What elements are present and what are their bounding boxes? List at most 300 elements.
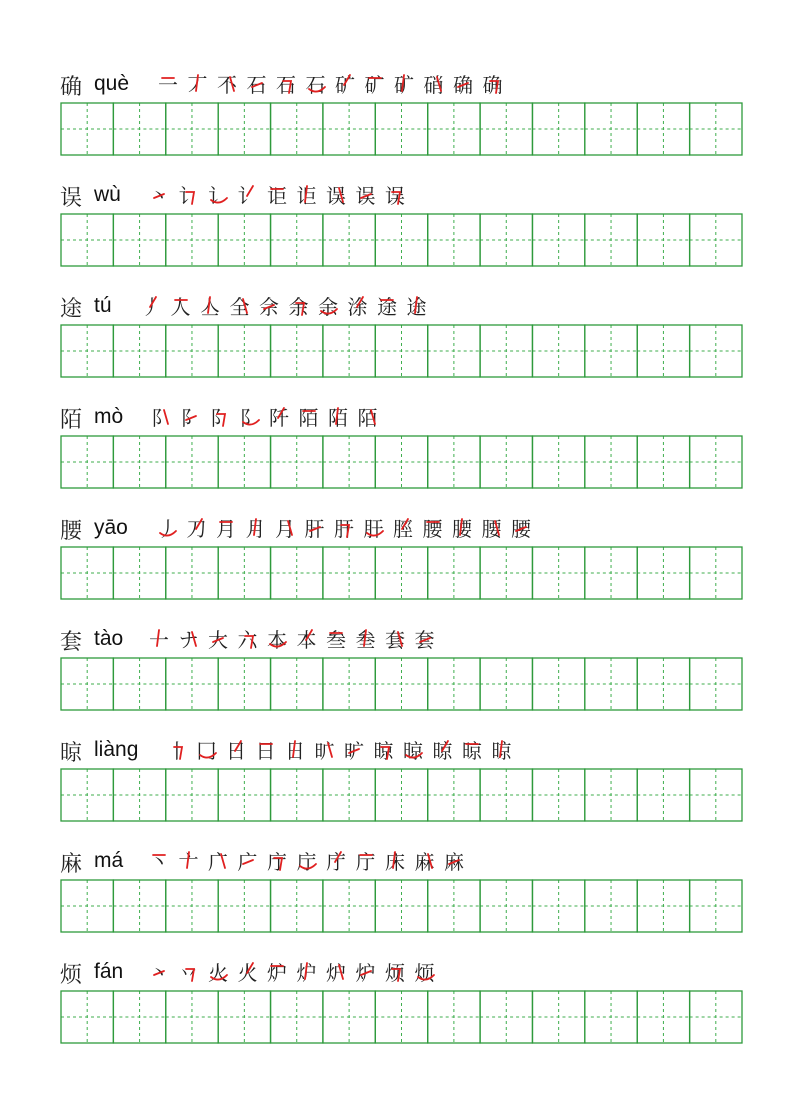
- grid-cell[interactable]: [113, 103, 165, 155]
- stroke-step: 丿: [138, 291, 164, 320]
- writing-grid: [60, 324, 743, 378]
- stroke-step: 阝: [237, 402, 263, 431]
- grid-cell[interactable]: [428, 769, 480, 821]
- new-stroke-highlight: [237, 402, 263, 432]
- hanzi-character: 烦: [60, 963, 83, 988]
- new-stroke-highlight: [325, 402, 351, 432]
- new-stroke-highlight: [382, 846, 408, 876]
- new-stroke-highlight: [176, 180, 202, 210]
- stroke-step: 庁: [353, 846, 379, 875]
- new-stroke-highlight: [382, 624, 408, 654]
- grid-cell[interactable]: [166, 880, 218, 932]
- stroke-step: 石: [303, 69, 329, 98]
- writing-grid: [60, 657, 743, 711]
- new-stroke-highlight: [168, 291, 194, 321]
- stroke-step: 不: [214, 69, 240, 98]
- grid-cell[interactable]: [375, 658, 427, 710]
- stroke-step: 讠: [205, 180, 231, 209]
- pinyin-label: què: [94, 72, 130, 95]
- practice-row: [60, 399, 741, 487]
- stroke-step: 阝: [148, 402, 174, 431]
- grid-cell[interactable]: [61, 436, 113, 488]
- grid-cell[interactable]: [61, 103, 113, 155]
- grid-cell[interactable]: [690, 103, 742, 155]
- stroke-step: 阝: [207, 402, 233, 431]
- pinyin-label: mò: [94, 405, 124, 428]
- new-stroke-highlight: [176, 957, 202, 987]
- hanzi-character: 陌: [60, 408, 83, 433]
- grid-cell[interactable]: [113, 325, 165, 377]
- stroke-step: 冂: [194, 735, 220, 764]
- practice-row: [60, 66, 741, 154]
- grid-cell[interactable]: [113, 214, 165, 266]
- grid-cell[interactable]: [428, 214, 480, 266]
- writing-grid: [60, 879, 743, 933]
- grid-cell[interactable]: [113, 880, 165, 932]
- stroke-step: 叁: [353, 624, 379, 653]
- grid-cell[interactable]: [637, 547, 689, 599]
- grid-cell[interactable]: [218, 769, 270, 821]
- stroke-step: 日: [253, 735, 279, 764]
- stroke-step: 亼: [197, 291, 223, 320]
- new-stroke-highlight: [353, 846, 379, 876]
- grid-cell[interactable]: [637, 880, 689, 932]
- grid-cell[interactable]: [532, 658, 584, 710]
- new-stroke-highlight: [194, 735, 220, 765]
- stroke-step: 丨: [164, 735, 190, 764]
- stroke-step: 肝: [361, 513, 387, 542]
- pinyin-label: fán: [94, 960, 124, 983]
- grid-cell[interactable]: [690, 991, 742, 1043]
- grid-cell[interactable]: [428, 547, 480, 599]
- stroke-step: 矿: [391, 69, 417, 98]
- new-stroke-highlight: [323, 846, 349, 876]
- practice-row: [60, 510, 741, 598]
- stroke-step: 阡: [266, 402, 292, 431]
- new-stroke-highlight: [264, 846, 290, 876]
- stroke-step: 误: [323, 180, 349, 209]
- grid-cell[interactable]: [61, 880, 113, 932]
- new-stroke-highlight: [315, 291, 341, 321]
- grid-cell[interactable]: [271, 325, 323, 377]
- stroke-step: 麻: [441, 846, 467, 875]
- new-stroke-highlight: [176, 846, 202, 876]
- new-stroke-highlight: [235, 180, 261, 210]
- grid-cell[interactable]: [637, 436, 689, 488]
- grid-cell[interactable]: [690, 325, 742, 377]
- grid-cell[interactable]: [480, 436, 532, 488]
- stroke-step: 晾: [400, 735, 426, 764]
- grid-cell[interactable]: [271, 547, 323, 599]
- stroke-step: 误: [353, 180, 379, 209]
- grid-cell[interactable]: [166, 547, 218, 599]
- stroke-step: 炉: [264, 957, 290, 986]
- practice-row: [60, 954, 741, 1042]
- new-stroke-highlight: [164, 735, 190, 765]
- stroke-step: 讠: [176, 180, 202, 209]
- stroke-step: 腰: [508, 513, 534, 542]
- grid-cell[interactable]: [323, 880, 375, 932]
- new-stroke-highlight: [154, 513, 180, 543]
- grid-cell[interactable]: [637, 103, 689, 155]
- practice-row: [60, 621, 741, 709]
- stroke-step: 丆: [185, 69, 211, 98]
- stroke-step: 月: [243, 513, 269, 542]
- new-stroke-highlight: [430, 735, 456, 765]
- grid-cell[interactable]: [532, 880, 584, 932]
- grid-cell[interactable]: [480, 658, 532, 710]
- new-stroke-highlight: [273, 69, 299, 99]
- stroke-step: 全: [227, 291, 253, 320]
- new-stroke-highlight: [412, 957, 438, 987]
- grid-cell[interactable]: [480, 103, 532, 155]
- new-stroke-highlight: [138, 291, 164, 321]
- grid-cell[interactable]: [585, 658, 637, 710]
- new-stroke-highlight: [227, 291, 253, 321]
- grid-cell[interactable]: [428, 436, 480, 488]
- stroke-step: 旷: [312, 735, 338, 764]
- stroke-step: 讠: [235, 180, 261, 209]
- stroke-step: 火: [235, 957, 261, 986]
- stroke-step: 人: [168, 291, 194, 320]
- stroke-step: 硝: [421, 69, 447, 98]
- grid-cell[interactable]: [218, 214, 270, 266]
- new-stroke-highlight: [205, 624, 231, 654]
- grid-cell[interactable]: [585, 769, 637, 821]
- stroke-step: 途: [404, 291, 430, 320]
- new-stroke-highlight: [441, 846, 467, 876]
- stroke-step: 肝: [302, 513, 328, 542]
- grid-cell[interactable]: [637, 325, 689, 377]
- grid-cell[interactable]: [532, 547, 584, 599]
- grid-cell[interactable]: [271, 214, 323, 266]
- grid-cell[interactable]: [637, 658, 689, 710]
- new-stroke-highlight: [148, 402, 174, 432]
- grid-cell[interactable]: [218, 658, 270, 710]
- stroke-step: 丿: [154, 513, 180, 542]
- hanzi-character: 晾: [60, 741, 83, 766]
- writing-grid: [60, 102, 743, 156]
- writing-grid: [60, 435, 743, 489]
- stroke-step: 丶: [146, 180, 172, 209]
- grid-cell[interactable]: [585, 436, 637, 488]
- grid-cell[interactable]: [166, 991, 218, 1043]
- hanzi-character: 确: [60, 75, 83, 100]
- stroke-step: 刀: [184, 513, 210, 542]
- pinyin-label: wù: [94, 183, 121, 206]
- grid-cell[interactable]: [323, 436, 375, 488]
- grid-cell[interactable]: [637, 769, 689, 821]
- grid-cell[interactable]: [375, 880, 427, 932]
- stroke-step: 炉: [323, 957, 349, 986]
- stroke-step: 腰: [449, 513, 475, 542]
- practice-row: [60, 177, 741, 265]
- grid-cell[interactable]: [271, 991, 323, 1043]
- new-stroke-highlight: [353, 180, 379, 210]
- new-stroke-highlight: [294, 180, 320, 210]
- stroke-step: 石: [273, 69, 299, 98]
- practice-row: [60, 288, 741, 376]
- grid-cell[interactable]: [323, 214, 375, 266]
- grid-cell[interactable]: [480, 214, 532, 266]
- new-stroke-highlight: [264, 624, 290, 654]
- new-stroke-highlight: [489, 735, 515, 765]
- stroke-step: 余: [315, 291, 341, 320]
- new-stroke-highlight: [244, 69, 270, 99]
- new-stroke-highlight: [235, 846, 261, 876]
- grid-cell[interactable]: [323, 103, 375, 155]
- new-stroke-highlight: [331, 513, 357, 543]
- new-stroke-highlight: [362, 69, 388, 99]
- stroke-step: 确: [480, 69, 506, 98]
- hanzi-character: 麻: [60, 852, 83, 877]
- stroke-step: 炉: [353, 957, 379, 986]
- new-stroke-highlight: [294, 846, 320, 876]
- new-stroke-highlight: [353, 624, 379, 654]
- grid-cell[interactable]: [375, 769, 427, 821]
- grid-cell[interactable]: [218, 436, 270, 488]
- grid-cell[interactable]: [690, 880, 742, 932]
- grid-cell[interactable]: [218, 325, 270, 377]
- new-stroke-highlight: [155, 69, 181, 99]
- stroke-step: 陌: [325, 402, 351, 431]
- new-stroke-highlight: [266, 402, 292, 432]
- new-stroke-highlight: [459, 735, 485, 765]
- stroke-step: 脛: [390, 513, 416, 542]
- new-stroke-highlight: [146, 957, 172, 987]
- stroke-step: 矿: [332, 69, 358, 98]
- grid-cell[interactable]: [166, 325, 218, 377]
- stroke-step: 庁: [323, 846, 349, 875]
- grid-cell[interactable]: [585, 103, 637, 155]
- grid-cell[interactable]: [480, 880, 532, 932]
- grid-cell[interactable]: [61, 769, 113, 821]
- grid-cell[interactable]: [271, 658, 323, 710]
- grid-cell[interactable]: [532, 325, 584, 377]
- stroke-step: 大: [205, 624, 231, 653]
- pinyin-label: má: [94, 849, 124, 872]
- grid-cell[interactable]: [271, 103, 323, 155]
- new-stroke-highlight: [272, 513, 298, 543]
- stroke-step: 火: [205, 957, 231, 986]
- stroke-step: 炉: [294, 957, 320, 986]
- stroke-step: 途: [374, 291, 400, 320]
- grid-cell[interactable]: [113, 547, 165, 599]
- grid-cell[interactable]: [166, 436, 218, 488]
- grid-cell[interactable]: [166, 658, 218, 710]
- stroke-step: 陌: [355, 402, 381, 431]
- grid-cell[interactable]: [271, 436, 323, 488]
- stroke-step: 涂: [345, 291, 371, 320]
- grid-cell[interactable]: [61, 325, 113, 377]
- grid-cell[interactable]: [532, 103, 584, 155]
- stroke-step: 一: [146, 624, 172, 653]
- practice-row: [60, 843, 741, 931]
- new-stroke-highlight: [355, 402, 381, 432]
- new-stroke-highlight: [185, 69, 211, 99]
- new-stroke-highlight: [205, 957, 231, 987]
- new-stroke-highlight: [353, 957, 379, 987]
- grid-cell[interactable]: [637, 214, 689, 266]
- grid-cell[interactable]: [585, 880, 637, 932]
- grid-cell[interactable]: [113, 658, 165, 710]
- grid-cell[interactable]: [480, 991, 532, 1043]
- stroke-step: 月: [213, 513, 239, 542]
- grid-cell[interactable]: [323, 547, 375, 599]
- grid-cell[interactable]: [61, 991, 113, 1043]
- grid-cell[interactable]: [690, 658, 742, 710]
- grid-cell[interactable]: [690, 769, 742, 821]
- grid-cell[interactable]: [113, 436, 165, 488]
- stroke-step: 亠: [176, 846, 202, 875]
- new-stroke-highlight: [235, 624, 261, 654]
- new-stroke-highlight: [256, 291, 282, 321]
- stroke-step: 讵: [294, 180, 320, 209]
- stroke-step: 阝: [178, 402, 204, 431]
- stroke-step: 庁: [294, 846, 320, 875]
- new-stroke-highlight: [323, 180, 349, 210]
- grid-cell[interactable]: [375, 325, 427, 377]
- new-stroke-highlight: [286, 291, 312, 321]
- grid-cell[interactable]: [428, 880, 480, 932]
- grid-cell[interactable]: [585, 214, 637, 266]
- grid-cell[interactable]: [271, 769, 323, 821]
- grid-cell[interactable]: [166, 214, 218, 266]
- hanzi-character: 误: [60, 186, 83, 211]
- grid-cell[interactable]: [585, 991, 637, 1043]
- stroke-step: 讵: [264, 180, 290, 209]
- grid-cell[interactable]: [532, 214, 584, 266]
- grid-cell[interactable]: [323, 658, 375, 710]
- grid-cell[interactable]: [532, 991, 584, 1043]
- new-stroke-highlight: [421, 69, 447, 99]
- grid-cell[interactable]: [218, 547, 270, 599]
- new-stroke-highlight: [480, 69, 506, 99]
- grid-cell[interactable]: [218, 991, 270, 1043]
- new-stroke-highlight: [412, 624, 438, 654]
- grid-cell[interactable]: [166, 103, 218, 155]
- grid-cell[interactable]: [585, 547, 637, 599]
- grid-cell[interactable]: [61, 547, 113, 599]
- grid-cell[interactable]: [375, 214, 427, 266]
- grid-cell[interactable]: [690, 214, 742, 266]
- stroke-step: 一: [155, 69, 181, 98]
- grid-cell[interactable]: [61, 214, 113, 266]
- grid-cell[interactable]: [323, 769, 375, 821]
- new-stroke-highlight: [371, 735, 397, 765]
- practice-row: [60, 732, 741, 820]
- stroke-step: 腰: [479, 513, 505, 542]
- new-stroke-highlight: [345, 291, 371, 321]
- stroke-step: 广: [235, 846, 261, 875]
- new-stroke-highlight: [341, 735, 367, 765]
- stroke-step: 晾: [459, 735, 485, 764]
- grid-cell[interactable]: [480, 547, 532, 599]
- grid-cell[interactable]: [271, 880, 323, 932]
- stroke-step: 陌: [296, 402, 322, 431]
- stroke-step: 套: [412, 624, 438, 653]
- grid-cell[interactable]: [375, 991, 427, 1043]
- pinyin-label: tào: [94, 627, 124, 650]
- grid-cell[interactable]: [480, 769, 532, 821]
- writing-grid: [60, 213, 743, 267]
- grid-cell[interactable]: [532, 769, 584, 821]
- grid-cell[interactable]: [166, 769, 218, 821]
- grid-cell[interactable]: [375, 103, 427, 155]
- stroke-step: 确: [450, 69, 476, 98]
- new-stroke-highlight: [264, 957, 290, 987]
- grid-cell[interactable]: [690, 547, 742, 599]
- stroke-step: 丶: [146, 846, 172, 875]
- new-stroke-highlight: [400, 735, 426, 765]
- new-stroke-highlight: [302, 513, 328, 543]
- new-stroke-highlight: [205, 180, 231, 210]
- stroke-step: 晾: [430, 735, 456, 764]
- grid-cell[interactable]: [428, 658, 480, 710]
- new-stroke-highlight: [282, 735, 308, 765]
- grid-cell[interactable]: [637, 991, 689, 1043]
- stroke-step: 晾: [371, 735, 397, 764]
- new-stroke-highlight: [374, 291, 400, 321]
- pinyin-label: yāo: [94, 516, 128, 539]
- new-stroke-highlight: [390, 513, 416, 543]
- new-stroke-highlight: [323, 624, 349, 654]
- pinyin-label: liàng: [94, 738, 139, 761]
- grid-cell[interactable]: [375, 436, 427, 488]
- grid-cell[interactable]: [323, 325, 375, 377]
- new-stroke-highlight: [264, 180, 290, 210]
- stroke-step: 旷: [341, 735, 367, 764]
- hanzi-character: 腰: [60, 519, 83, 544]
- stroke-step: 叁: [323, 624, 349, 653]
- new-stroke-highlight: [207, 402, 233, 432]
- grid-cell[interactable]: [61, 658, 113, 710]
- grid-cell[interactable]: [428, 103, 480, 155]
- grid-cell[interactable]: [375, 547, 427, 599]
- writing-grid: [60, 546, 743, 600]
- new-stroke-highlight: [146, 624, 172, 654]
- new-stroke-highlight: [361, 513, 387, 543]
- new-stroke-highlight: [323, 957, 349, 987]
- grid-cell[interactable]: [323, 991, 375, 1043]
- stroke-step: 麻: [412, 846, 438, 875]
- grid-cell[interactable]: [690, 436, 742, 488]
- grid-cell[interactable]: [532, 436, 584, 488]
- new-stroke-highlight: [404, 291, 430, 321]
- stroke-step: 丶: [146, 957, 172, 986]
- grid-cell[interactable]: [218, 880, 270, 932]
- grid-cell[interactable]: [480, 325, 532, 377]
- new-stroke-highlight: [205, 846, 231, 876]
- grid-cell[interactable]: [585, 325, 637, 377]
- grid-cell[interactable]: [113, 991, 165, 1043]
- new-stroke-highlight: [479, 513, 505, 543]
- grid-cell[interactable]: [113, 769, 165, 821]
- new-stroke-highlight: [146, 846, 172, 876]
- new-stroke-highlight: [312, 735, 338, 765]
- grid-cell[interactable]: [428, 991, 480, 1043]
- new-stroke-highlight: [508, 513, 534, 543]
- stroke-step: 丷: [176, 957, 202, 986]
- stroke-step: 石: [244, 69, 270, 98]
- grid-cell[interactable]: [218, 103, 270, 155]
- new-stroke-highlight: [146, 180, 172, 210]
- grid-cell[interactable]: [428, 325, 480, 377]
- new-stroke-highlight: [332, 69, 358, 99]
- new-stroke-highlight: [214, 69, 240, 99]
- stroke-step: 六: [235, 624, 261, 653]
- stroke-step: 广: [205, 846, 231, 875]
